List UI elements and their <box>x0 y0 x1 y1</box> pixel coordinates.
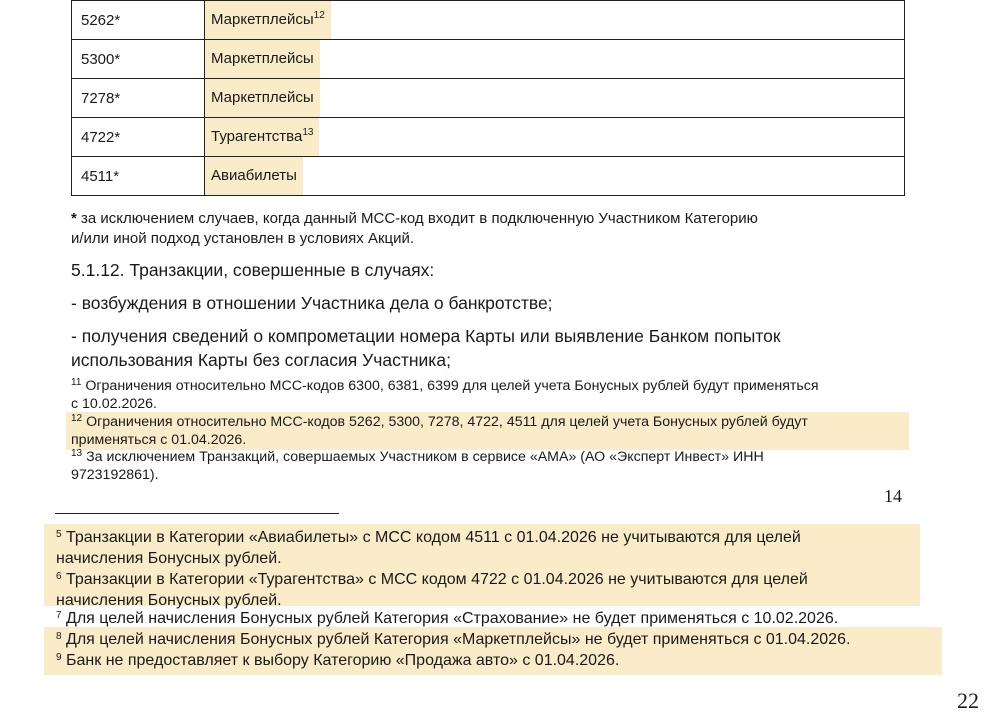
mcc-code-cell: 5300* <box>72 40 205 79</box>
category-cell <box>205 118 905 157</box>
footnote-group-5-6 <box>44 524 920 609</box>
mcc-table-body <box>72 1 905 196</box>
mcc-code-cell: 4722* <box>72 118 205 157</box>
footnote-5: $^5$ Транзакции в Категории «Авиабилеты» с МСС кодом 4511 с 01.04.2026 не учитываются для целей начисления Бонусных рублей. <box>56 529 801 567</box>
footnote-13: $^{13}$ За исключением Транзакций, совершаемых Участником в сервисе «АМА» (АО «Эксперт Инвест» ИНН 9723192861). <box>71 448 764 483</box>
mcc-table <box>71 0 905 196</box>
table-row <box>72 118 905 157</box>
category-cell <box>205 1 905 40</box>
footnote-12: $^{12}$ Ограничения относительно МСС-кодов 5262, 5300, 7278, 4722, 4511 для целей учета Бонусных рублей будут применяться с 01.04.2026. <box>66 412 909 450</box>
table-row <box>72 157 905 196</box>
footnote-ref: 12 <box>313 10 325 21</box>
category-cell <box>205 157 905 196</box>
section-item-bankruptcy: - возбуждения в отношении Участника дела о банкротстве; <box>71 293 553 313</box>
footnote-11: $^{11}$ Ограничения относительно МСС-кодов 6300, 6381, 6399 для целей учета Бонусных рублей будут применяться с 10.02.2026. <box>71 377 819 412</box>
footnote-9: $^9$ Банк не предоставляет к выбору Категорию «Продажа авто» с 01.04.2026. <box>56 652 620 669</box>
table-row <box>72 40 905 79</box>
footnote-8: $^8$ Для целей начисления Бонусных рублей Категория «Маркетплейсы» не будет применяться с 01.04.2026. <box>56 631 851 648</box>
footnote-7: $^7$ Для целей начисления Бонусных рублей Категория «Страхование» не будет применяться с 10.02.2026. <box>56 610 839 627</box>
asterisk-mark: * <box>71 210 77 227</box>
asterisk-note: * за исключением случаев, когда данный МСС-код входит в подключенную Участником Категорию и/или иной подход установлен в условиях Акций. <box>71 210 758 247</box>
category-label: Маркетплейсы <box>205 79 320 117</box>
footnote-group-8-9 <box>44 627 942 675</box>
footnote-separator <box>55 513 339 514</box>
mcc-code-cell: 7278* <box>72 79 205 118</box>
inner-page-number: 14 <box>884 486 902 506</box>
category-label: Авиабилеты <box>205 157 303 195</box>
section-item-compromise: - получения сведений о компрометации номера Карты или выявление Банком попыток использования Карты без согласия Участника; <box>71 326 781 370</box>
table-row <box>72 79 905 118</box>
category-cell <box>205 79 905 118</box>
category-label: Маркетплейсы <box>205 40 320 78</box>
category-label: Маркетплейсы$^{12}$ <box>205 1 331 39</box>
footnote-6: $^6$ Транзакции в Категории «Турагентства» с МСС кодом 4722 с 01.04.2026 не учитываются для целей начисления Бонусных рублей. <box>56 571 808 609</box>
table-row <box>72 1 905 40</box>
outer-page-number: 22 <box>957 688 979 713</box>
mcc-code-cell: 5262* <box>72 1 205 40</box>
footnote-ref: 13 <box>302 127 314 138</box>
category-cell <box>205 40 905 79</box>
mcc-code-cell: 4511* <box>72 157 205 196</box>
section-heading: 5.1.12. Транзакции, совершенные в случаях: <box>71 260 435 280</box>
category-label: Турагентства$^{13}$ <box>205 118 319 156</box>
